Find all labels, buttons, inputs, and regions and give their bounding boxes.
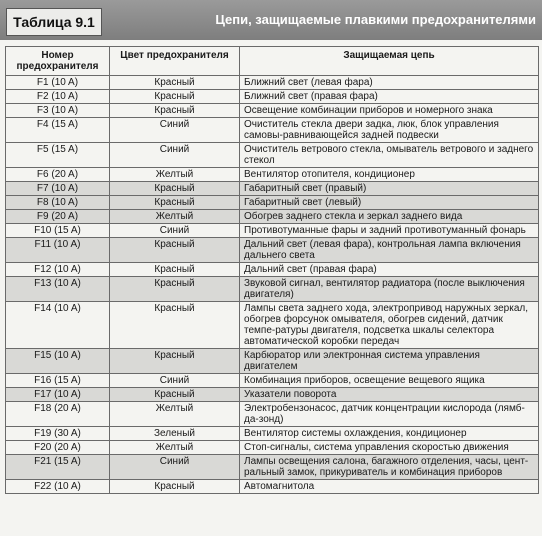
protected-circuit-cell: Габаритный свет (левый) — [240, 196, 539, 210]
column-header-fuse-color: Цвет предохранителя — [110, 47, 240, 76]
table-row — [6, 374, 539, 388]
column-header-protected-circuit: Защищаемая цепь — [240, 47, 539, 76]
fuse-color-cell: Красный — [110, 277, 240, 302]
protected-circuit-cell: Освещение комбинации приборов и номерного знака — [240, 104, 539, 118]
protected-circuit-cell: Автомагнитола — [240, 480, 539, 494]
fuse-color-cell: Красный — [110, 182, 240, 196]
fuse-number-cell: F22 (10 A) — [6, 480, 110, 494]
table-row — [6, 168, 539, 182]
fuse-number-cell: F12 (10 A) — [6, 263, 110, 277]
fuse-number-cell: F3 (10 A) — [6, 104, 110, 118]
fuse-number-cell: F10 (15 A) — [6, 224, 110, 238]
fuse-number-cell: F7 (10 A) — [6, 182, 110, 196]
table-row — [6, 182, 539, 196]
fuse-color-cell: Красный — [110, 480, 240, 494]
protected-circuit-cell: Очиститель ветрового стекла, омыватель ветрового и заднего стекол — [240, 143, 539, 168]
table-row — [6, 402, 539, 427]
fuse-color-cell: Красный — [110, 349, 240, 374]
table-header-bar — [0, 0, 542, 40]
table-row — [6, 263, 539, 277]
table-row — [6, 441, 539, 455]
fuse-number-cell: F6 (20 A) — [6, 168, 110, 182]
fuse-number-cell: F21 (15 A) — [6, 455, 110, 480]
protected-circuit-cell: Ближний свет (правая фара) — [240, 90, 539, 104]
fuse-number-cell: F16 (15 A) — [6, 374, 110, 388]
table-row — [6, 388, 539, 402]
fuse-color-cell: Красный — [110, 388, 240, 402]
fuse-number-cell: F8 (10 A) — [6, 196, 110, 210]
fuse-color-cell: Красный — [110, 76, 240, 90]
table-row — [6, 302, 539, 349]
table-row — [6, 480, 539, 494]
protected-circuit-cell: Ближний свет (левая фара) — [240, 76, 539, 90]
fuse-table — [5, 46, 539, 494]
fuse-number-cell: F15 (10 A) — [6, 349, 110, 374]
fuse-color-cell: Желтый — [110, 210, 240, 224]
protected-circuit-cell: Очиститель стекла двери задка, люк, блок управления самовы-равнивающейся задней подвески — [240, 118, 539, 143]
protected-circuit-cell: Указатели поворота — [240, 388, 539, 402]
table-header-row — [6, 47, 539, 76]
table-row — [6, 349, 539, 374]
fuse-number-cell: F20 (20 A) — [6, 441, 110, 455]
protected-circuit-cell: Дальний свет (правая фара) — [240, 263, 539, 277]
fuse-color-cell: Синий — [110, 143, 240, 168]
fuse-color-cell: Синий — [110, 374, 240, 388]
table-row — [6, 118, 539, 143]
table-row — [6, 196, 539, 210]
fuse-number-cell: F17 (10 A) — [6, 388, 110, 402]
fuse-color-cell: Красный — [110, 104, 240, 118]
table-row — [6, 224, 539, 238]
fuse-number-cell: F11 (10 A) — [6, 238, 110, 263]
protected-circuit-cell: Вентилятор отопителя, кондиционер — [240, 168, 539, 182]
fuse-number-cell: F19 (30 A) — [6, 427, 110, 441]
protected-circuit-cell: Стоп-сигналы, система управления скоростью движения — [240, 441, 539, 455]
protected-circuit-cell: Электробензонасос, датчик концентрации кислорода (лямб-да-зонд) — [240, 402, 539, 427]
protected-circuit-cell: Лампы освещения салона, багажного отделения, часы, цент-ральный замок, прикуриватель и комбинация приборов — [240, 455, 539, 480]
protected-circuit-cell: Дальний свет (левая фара), контрольная лампа включения дальнего света — [240, 238, 539, 263]
table-row — [6, 143, 539, 168]
fuse-number-cell: F13 (10 A) — [6, 277, 110, 302]
table-row — [6, 238, 539, 263]
fuse-color-cell: Желтый — [110, 402, 240, 427]
fuse-color-cell: Желтый — [110, 441, 240, 455]
fuse-color-cell: Красный — [110, 238, 240, 263]
table-row — [6, 210, 539, 224]
fuse-color-cell: Красный — [110, 90, 240, 104]
fuse-color-cell: Желтый — [110, 168, 240, 182]
protected-circuit-cell: Звуковой сигнал, вентилятор радиатора (после выключения двигателя) — [240, 277, 539, 302]
fuse-number-cell: F9 (20 A) — [6, 210, 110, 224]
table-row — [6, 455, 539, 480]
fuse-color-cell: Красный — [110, 263, 240, 277]
protected-circuit-cell: Габаритный свет (правый) — [240, 182, 539, 196]
table-row — [6, 427, 539, 441]
fuse-color-cell: Красный — [110, 302, 240, 349]
protected-circuit-cell: Комбинация приборов, освещение вещевого ящика — [240, 374, 539, 388]
table-row — [6, 104, 539, 118]
fuse-color-cell: Зеленый — [110, 427, 240, 441]
protected-circuit-cell: Вентилятор системы охлаждения, кондиционер — [240, 427, 539, 441]
fuse-number-cell: F2 (10 A) — [6, 90, 110, 104]
fuse-number-cell: F1 (10 A) — [6, 76, 110, 90]
fuse-number-cell: F14 (10 A) — [6, 302, 110, 349]
fuse-color-cell: Красный — [110, 196, 240, 210]
fuse-color-cell: Синий — [110, 118, 240, 143]
protected-circuit-cell: Обогрев заднего стекла и зеркал заднего вида — [240, 210, 539, 224]
protected-circuit-cell: Противотуманные фары и задний противотуманный фонарь — [240, 224, 539, 238]
table-number-label: Таблица 9.1 — [6, 8, 102, 36]
column-header-fuse-number: Номер предохранителя — [6, 47, 110, 76]
table-row — [6, 90, 539, 104]
table-caption: Цепи, защищаемые плавкими предохранителями — [215, 12, 536, 27]
table-row — [6, 277, 539, 302]
fuse-table-body — [6, 76, 539, 494]
fuse-number-cell: F4 (15 A) — [6, 118, 110, 143]
protected-circuit-cell: Карбюратор или электронная система управления двигателем — [240, 349, 539, 374]
fuse-color-cell: Синий — [110, 455, 240, 480]
protected-circuit-cell: Лампы света заднего хода, электропривод наружных зеркал, обогрев форсунок омывателя, обогрев сидений, датчик темпе-ратуры двигателя, подсветка шкалы селектора автоматической коробки передач — [240, 302, 539, 349]
fuse-color-cell: Синий — [110, 224, 240, 238]
fuse-number-cell: F18 (20 A) — [6, 402, 110, 427]
table-row — [6, 76, 539, 90]
fuse-number-cell: F5 (15 A) — [6, 143, 110, 168]
